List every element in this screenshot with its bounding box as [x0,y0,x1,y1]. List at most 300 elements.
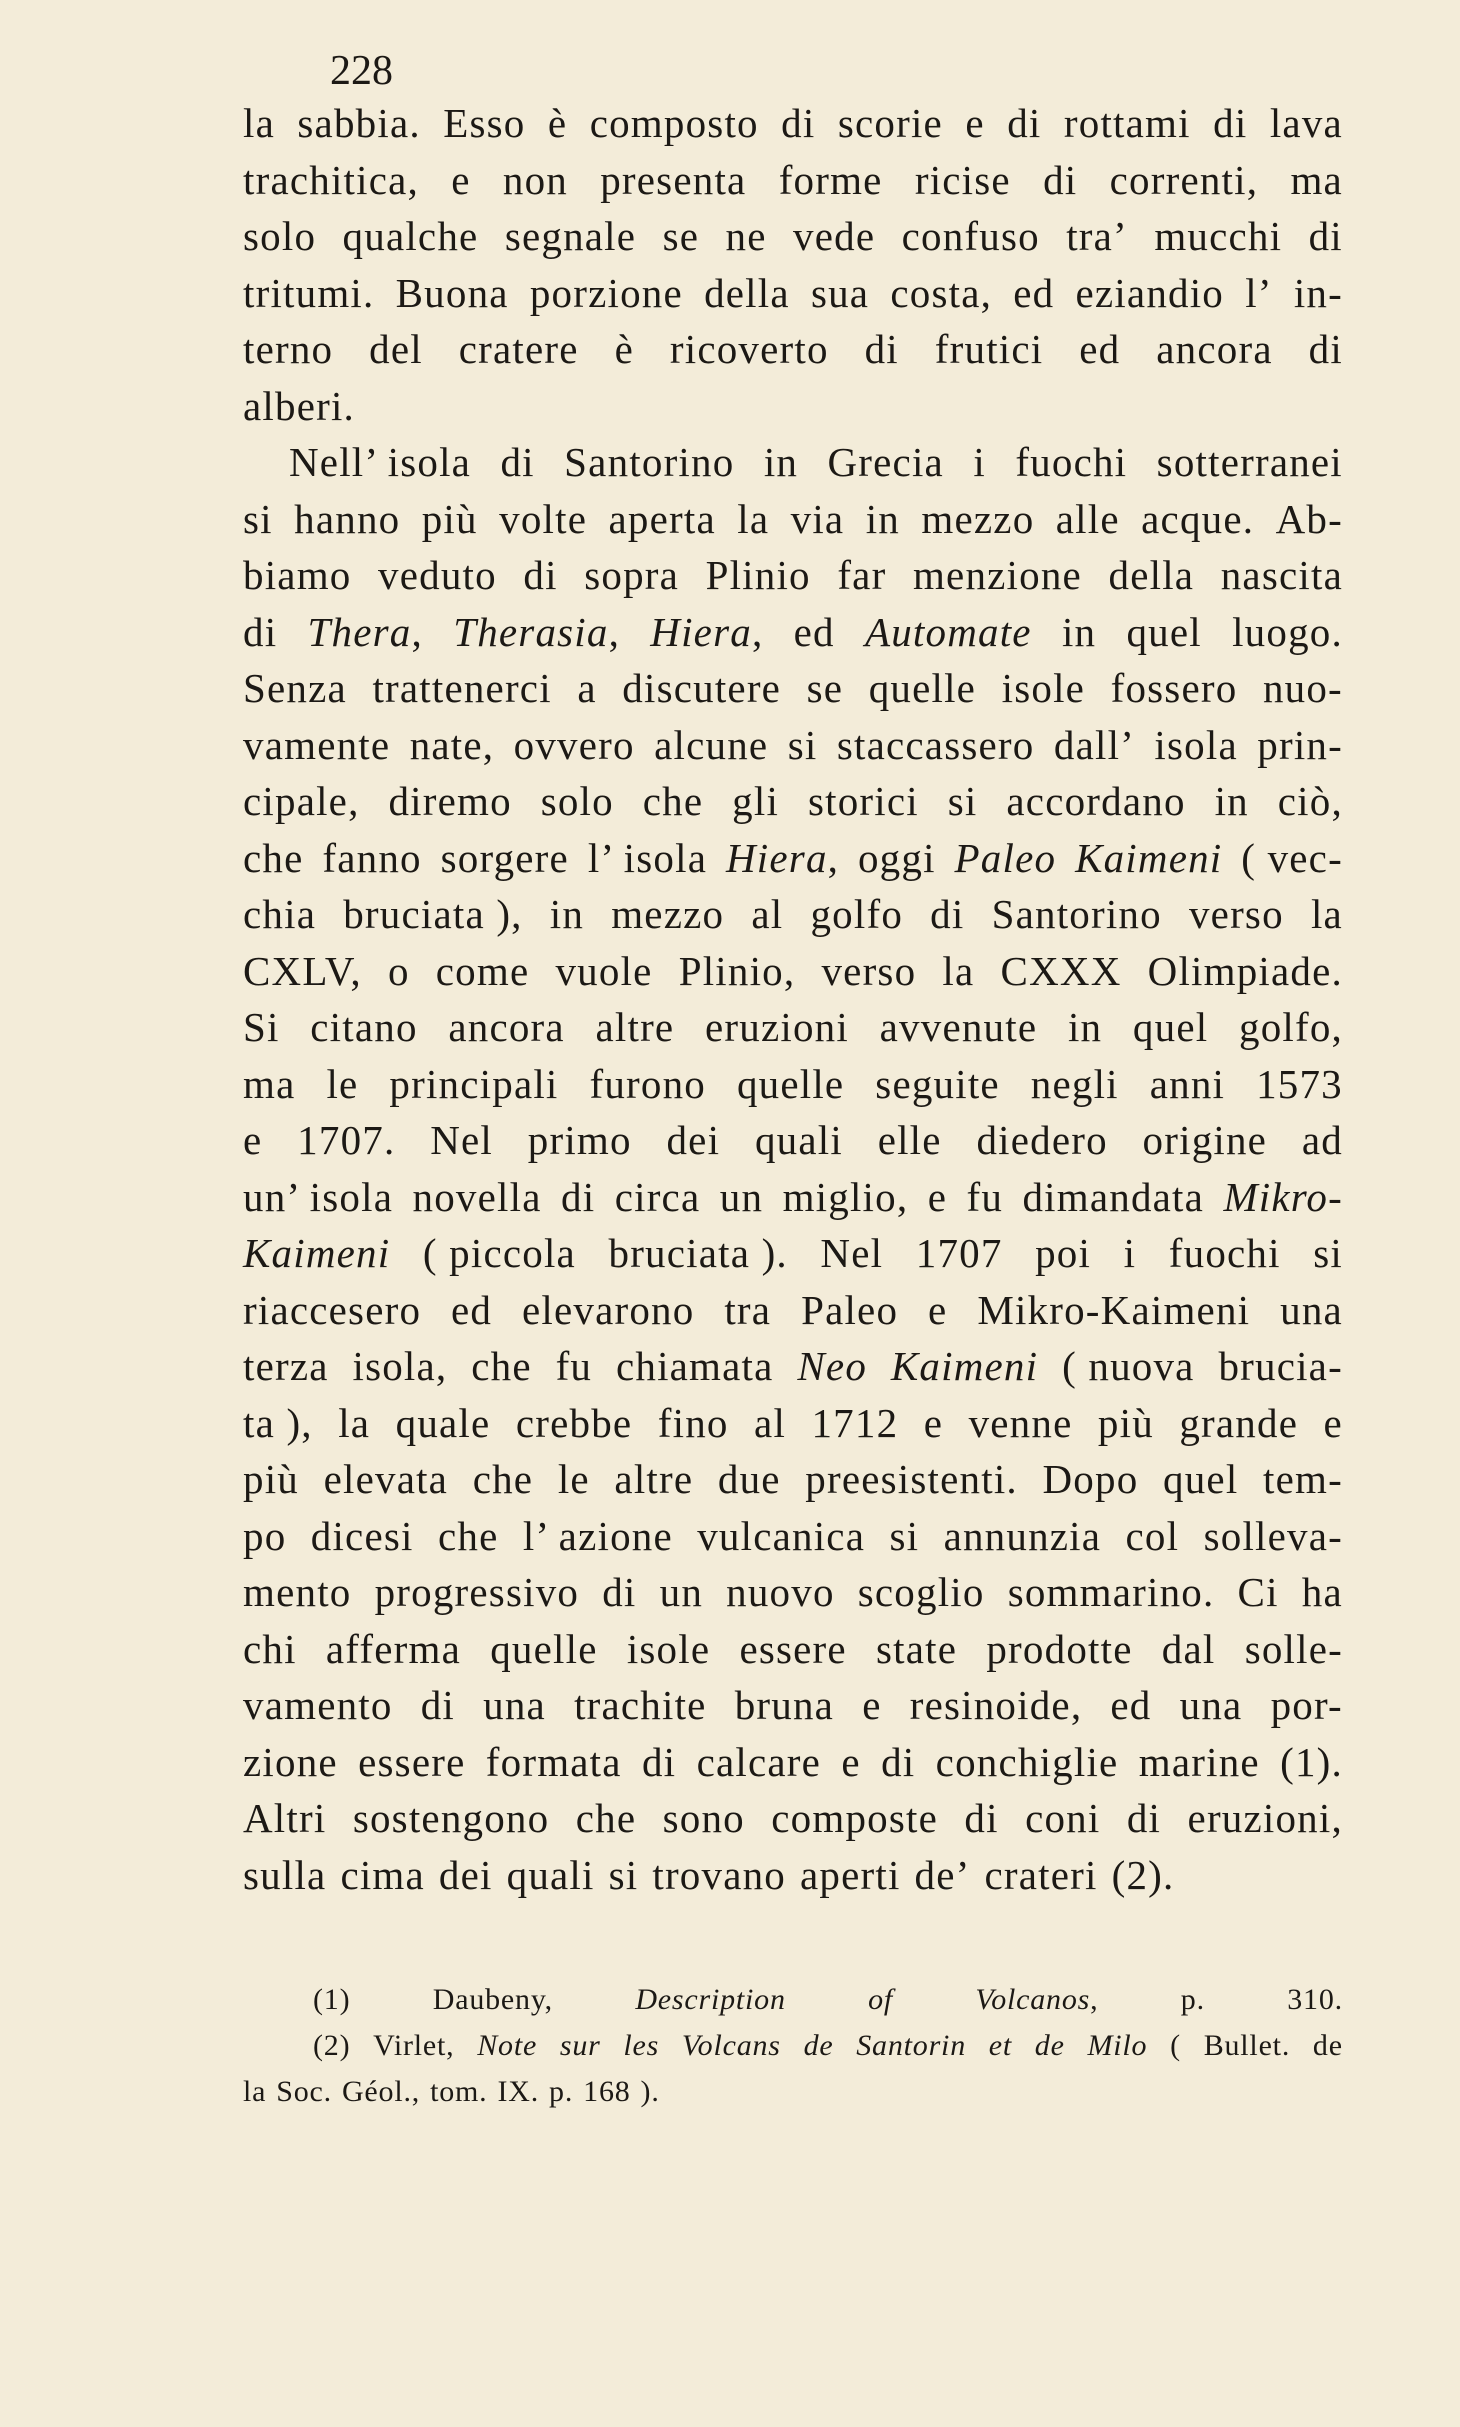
word: luogo. [1232,608,1343,655]
footnote-line [243,2069,1343,2115]
word: costa, [890,269,993,316]
word: of [868,1983,894,2016]
word: l’ isola [587,834,708,881]
paragraph-1 [243,95,1343,434]
word: CXXX [1000,947,1122,994]
word: vamente [243,721,391,768]
word: volte [499,495,588,542]
word: IX. [497,2075,540,2108]
word: Virlet, [373,2029,455,2062]
word: Altri [243,1795,327,1841]
word: ma [243,1060,296,1107]
word: progressivo [374,1569,580,1615]
word: crebbe [515,1399,633,1446]
word: discutere [622,665,782,711]
footnote-line [243,2023,1343,2069]
word: la [1310,891,1343,937]
word: trovano [652,1851,787,1898]
word: furono [589,1060,706,1107]
word: trachite [574,1682,707,1728]
word: ancora [448,1004,565,1050]
word: solo [540,778,614,824]
word: ne [725,213,767,259]
word: fuochi [1168,1230,1281,1276]
word: prodotte [986,1625,1133,1672]
word: formata [485,1738,622,1785]
word: di [1308,213,1343,259]
word: vede [793,213,876,259]
word: negli [1030,1060,1119,1107]
word: altre [614,1456,694,1502]
word: rottami [1063,100,1191,146]
word: biamo [243,552,352,598]
word: resinoide, [909,1682,1083,1728]
word: quale [395,1399,491,1446]
word: diedero [976,1117,1108,1163]
word: p. [549,2075,574,2108]
word: solleva- [1203,1512,1343,1559]
word: isola, [352,1343,448,1389]
word: nascita [1220,552,1343,598]
word: segnale [504,213,637,259]
word: l’ [1245,269,1273,316]
word: elevarono [522,1286,695,1333]
word: Nel [820,1230,884,1276]
text-line [243,265,1343,322]
word: bruciata ), [343,891,523,937]
word: come [435,947,530,994]
word: e [841,1738,861,1785]
word: fanno [322,834,422,881]
word: porzione [529,269,683,316]
word: le [557,1456,590,1502]
word: l’ azione [522,1512,673,1559]
word: sulla [243,1851,327,1898]
word: novella [412,1173,542,1220]
word: col [1125,1512,1180,1559]
word: prin- [1257,721,1343,768]
word: chiamata [615,1343,774,1389]
word: quel [1126,608,1202,655]
word: quel [1132,1004,1209,1050]
text-line [243,1790,1343,1847]
word: principali [389,1060,559,1107]
word: isole [626,1625,711,1672]
word: ). [640,2075,660,2108]
text-line [243,152,1343,209]
word: verso [1188,891,1284,937]
word: di [1007,100,1042,146]
word: sommarino. [1007,1569,1215,1615]
word: Nel [430,1117,493,1163]
word: confuso [901,213,1040,259]
word: terza [243,1343,329,1389]
word: Thera, [307,608,423,655]
word: Dopo [1042,1456,1139,1502]
text-line [243,1677,1343,1734]
word: hanno [294,495,401,542]
word: sua [810,269,870,316]
text-line [243,717,1343,774]
word: Note [477,2029,538,2062]
word: Mikro- [1223,1173,1343,1220]
word: è [614,326,634,372]
word: Kaimeni [243,1230,391,1276]
word: di [1308,326,1343,372]
word: dicesi [310,1512,414,1559]
word: origine [1142,1117,1268,1163]
word: ma [1290,156,1343,203]
word: di [1126,1795,1162,1841]
word: staccassero [836,721,1035,768]
word: preesistenti. [805,1456,1018,1502]
word: Buona [395,269,509,316]
word: aperti [800,1851,901,1898]
word: Santorin [856,2029,966,2062]
word: fossero [1110,665,1238,711]
word: bruna [734,1682,835,1728]
word: composte [771,1795,938,1841]
word: ed [1110,1682,1152,1728]
word: che [642,778,704,824]
word: terno [243,326,334,372]
word: una [1179,1682,1243,1728]
text-line [243,434,1343,491]
word: alle [1055,495,1120,542]
word: di [641,1738,677,1785]
word: Daubeny, [432,1983,553,2016]
word: riaccesero [243,1286,422,1333]
word: cima [340,1851,425,1898]
word: in [865,495,901,542]
word: e [928,1286,948,1333]
word: gli [732,778,780,824]
word: veduto [378,552,497,598]
word: si [1313,1230,1343,1276]
word: eruzioni, [1187,1795,1343,1841]
word: tra’ [1066,213,1128,259]
word: la [243,2075,267,2108]
word: che [243,834,304,881]
word: ( [1170,2029,1181,2062]
word: forme [778,156,883,203]
word: zione [243,1738,338,1785]
word: e [451,156,471,203]
word: ha [1301,1569,1343,1615]
word: di [602,1569,637,1615]
word: più [421,495,478,542]
word: elevata [323,1456,449,1502]
word: por- [1270,1682,1343,1728]
word: Neo [797,1343,868,1389]
word: seguite [875,1060,1000,1107]
word: conchiglie [935,1738,1119,1785]
word: Grecia [827,439,944,485]
word: correnti, [1109,156,1259,203]
word: non [502,156,568,203]
text-line [243,1508,1343,1565]
word: annunzia [943,1512,1102,1559]
word: isola [1154,721,1238,768]
paragraph-2 [243,434,1343,1903]
word: vamento [243,1682,393,1728]
word: cipale, [243,778,360,824]
word: di [1213,100,1248,146]
word: Milo [1087,2029,1148,2062]
word: Hiera, [650,608,764,655]
word: qualche [342,213,479,259]
word: Paleo [954,834,1057,881]
word: tem- [1263,1456,1343,1502]
text-line [243,773,1343,830]
word: Plinio, [678,947,796,994]
word: storici [807,778,919,824]
word: eruzioni [705,1004,849,1050]
word: vulcanica [697,1512,866,1559]
word: in- [1293,269,1343,316]
word: frutici [934,326,1044,372]
text-line [243,1395,1343,1452]
word: quelle [490,1625,598,1672]
word: Volcanos, [975,1983,1099,2016]
word: state [876,1625,958,1672]
text-line [243,1621,1343,1678]
word: avvenute [879,1004,1038,1050]
word: è [547,100,568,146]
word: menzione [912,552,1082,598]
word: di [930,891,965,937]
word: essere [358,1738,466,1785]
word: aperta [608,495,716,542]
word: chi [243,1625,297,1672]
word: alcune [654,721,769,768]
word: 1707. [297,1117,396,1163]
word: solo [243,213,317,259]
word: e [965,100,985,146]
text-line [243,1338,1343,1395]
word: sorgere [440,834,569,881]
word: et [988,2029,1013,2062]
word: a [577,665,597,711]
text-line [243,208,1343,265]
word: Ci [1237,1569,1279,1615]
word: in [1067,1004,1103,1050]
word: primo [527,1117,632,1163]
footnote-line [243,1977,1343,2023]
word: scoglio [857,1569,985,1615]
word: composto [589,100,759,146]
word: 1573 [1256,1060,1343,1107]
text-line [243,1112,1343,1169]
word: (2) [313,2029,351,2062]
word: Hiera, [725,834,840,881]
word: la [338,1399,371,1446]
word: quali [506,1851,595,1898]
text-line [243,1282,1343,1339]
word: Géol., [341,2075,421,2108]
text-line [243,1734,1343,1791]
word: dei [438,1851,493,1898]
word: ovvero [513,721,635,768]
word: che [575,1795,637,1841]
word: dimandata [1022,1173,1205,1220]
text-line [243,491,1343,548]
word: i [1123,1230,1137,1276]
word: quelle [736,1060,845,1107]
word: eziandio [1075,269,1225,316]
word: far [837,552,887,598]
word: fu [555,1343,593,1389]
text-line [243,1169,1343,1226]
text-line [243,547,1343,604]
text-line [243,1564,1343,1621]
page-number: 228 [330,48,393,94]
word: miglio, [782,1173,909,1220]
word: Kaimeni [890,1343,1039,1389]
word: del [369,326,423,372]
word: due [717,1456,781,1502]
word: calcare [696,1738,822,1785]
word: sopra [584,552,680,598]
word: vuole [555,947,653,994]
text-line [243,999,1343,1056]
word: golfo [810,891,904,937]
word: e [243,1117,263,1163]
word: Esso [443,100,526,146]
word: più [243,1456,299,1502]
word: ed [793,608,835,655]
word: i [973,439,986,485]
word: alberi. [243,382,355,429]
word: mezzo [921,495,1035,542]
word: 310. [1287,1983,1343,2016]
word: tritumi. [243,269,375,316]
word: trattenerci [372,665,552,711]
word: 1712 [811,1399,899,1446]
word: mezzo [611,891,725,937]
word: fu [966,1173,1004,1220]
word: ed [1079,326,1121,372]
word: Si [243,1004,280,1050]
word: ricoverto [669,326,829,372]
word: grande [1179,1399,1299,1446]
word: un’ isola [243,1173,394,1220]
word: sabbia. [297,100,421,146]
word: che [437,1512,499,1559]
word: Nell’ isola [289,439,472,485]
word: sur [559,2029,601,2062]
word: golfo, [1239,1004,1343,1050]
word: (1). [1280,1738,1343,1785]
word: quali [754,1117,843,1163]
word: ed [451,1286,493,1333]
word: e [923,1399,944,1446]
word: po [243,1512,287,1559]
word: si [889,1512,920,1559]
word: accordano [1006,778,1186,824]
word: se [662,213,700,259]
word: ed [1013,269,1055,316]
word: Bullet. [1203,2029,1291,2062]
word: le [326,1060,359,1107]
word: la [942,947,975,994]
word: si [787,721,818,768]
word: dall’ [1053,721,1136,768]
word: venne [968,1399,1073,1446]
word: che [471,1343,532,1389]
word: una [483,1682,546,1728]
word: al [751,891,784,937]
word: dei [666,1117,721,1163]
text-line [243,321,1343,378]
word: ta ), [243,1399,313,1446]
text-line [243,1056,1343,1113]
word: Ab- [1275,495,1343,542]
text-line [243,943,1343,1000]
word: di [500,439,535,485]
word: isole [1001,665,1086,711]
text-line [243,1225,1343,1282]
text-line [243,1451,1343,1508]
word: sostengono [352,1795,550,1841]
word: si [947,778,978,824]
word: Paleo [801,1286,899,1333]
word: un [659,1569,704,1615]
word: marine [1138,1738,1260,1785]
word: la [243,100,275,146]
word: oggi [857,834,936,881]
word: di [561,1173,596,1220]
word: la [737,495,770,542]
word: citano [310,1004,418,1050]
word: Soc. [276,2075,332,2108]
word: di [781,100,816,146]
word: ( vec- [1241,834,1343,881]
word: bruciata ). [608,1230,788,1276]
word: nuovo [726,1569,835,1615]
word: sotterranei [1156,439,1343,485]
footnotes [243,1977,1343,2115]
word: di [243,608,278,655]
text-line [243,1847,1343,1904]
word: les [623,2029,660,2062]
word: diremo [388,778,512,824]
word: sono [662,1795,745,1841]
word: un [719,1173,764,1220]
word: scorie [837,100,943,146]
word: crateri [984,1851,1098,1898]
word: più [1097,1399,1154,1446]
word: chia [243,891,317,937]
word: fino [657,1399,729,1446]
word: anni [1149,1060,1226,1107]
word: della [704,269,790,316]
word: trachitica, [243,156,419,203]
word: dal [1161,1625,1216,1672]
text-line [243,886,1343,943]
word: in [549,891,585,937]
word: lava [1269,100,1343,146]
word: acque. [1141,495,1255,542]
word: una [1280,1286,1343,1333]
word: quel [1163,1456,1239,1502]
text-line [243,604,1343,661]
word: Santorino [991,891,1162,937]
word: se [806,665,844,711]
text-line [243,830,1343,887]
word: Kaimeni [1075,834,1223,881]
word: afferma [325,1625,462,1672]
